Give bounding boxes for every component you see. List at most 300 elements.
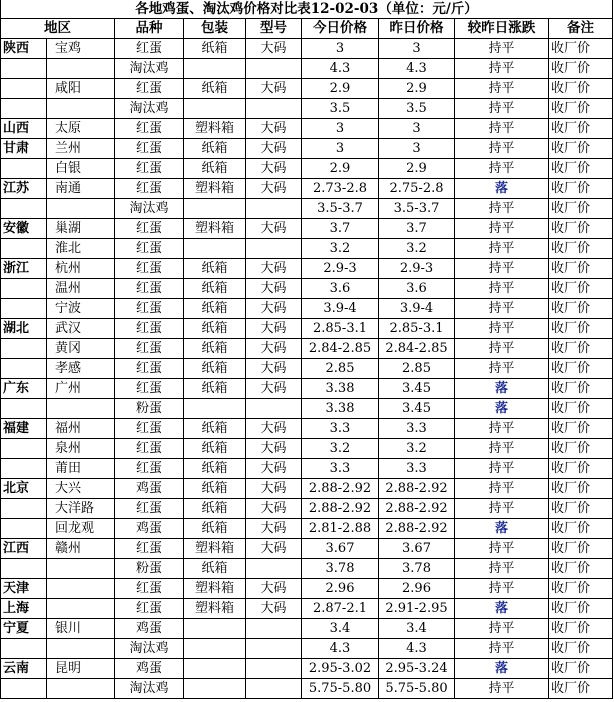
today-price-cell: 2.85 xyxy=(302,359,379,379)
province-cell: 甘肃 xyxy=(1,139,47,159)
pack-cell: 纸箱 xyxy=(184,339,246,359)
city-cell xyxy=(47,199,115,219)
size-cell: 大码 xyxy=(246,479,302,499)
note-cell: 收厂价 xyxy=(549,519,613,539)
today-price-cell: 3.67 xyxy=(302,539,379,559)
kind-cell: 鸡蛋 xyxy=(115,479,184,499)
pack-cell xyxy=(184,679,246,699)
province-cell xyxy=(1,239,47,259)
city-cell: 昆明 xyxy=(47,659,115,679)
yesterday-price-cell: 3.3 xyxy=(379,459,455,479)
table-row xyxy=(1,339,613,359)
table-row xyxy=(1,99,613,119)
city-cell: 白银 xyxy=(47,159,115,179)
change-cell: 持平 xyxy=(455,219,549,239)
note-cell: 收厂价 xyxy=(549,39,613,59)
kind-cell: 红蛋 xyxy=(115,159,184,179)
size-cell xyxy=(246,199,302,219)
size-cell xyxy=(246,619,302,639)
today-price-cell: 2.9-3 xyxy=(302,259,379,279)
pack-cell: 纸箱 xyxy=(184,359,246,379)
table-row xyxy=(1,199,613,219)
yesterday-price-cell: 3.2 xyxy=(379,439,455,459)
today-price-cell: 2.81-2.88 xyxy=(302,519,379,539)
size-cell: 大码 xyxy=(246,579,302,599)
pack-cell: 纸箱 xyxy=(184,279,246,299)
province-cell: 上海 xyxy=(1,599,47,619)
province-cell: 湖北 xyxy=(1,319,47,339)
kind-cell: 鸡蛋 xyxy=(115,519,184,539)
header-yesterday: 昨日价格 xyxy=(379,19,455,39)
yesterday-price-cell: 2.9-3 xyxy=(379,259,455,279)
note-cell: 收厂价 xyxy=(549,299,613,319)
table-row xyxy=(1,419,613,439)
change-cell: 持平 xyxy=(455,59,549,79)
change-cell: 持平 xyxy=(455,419,549,439)
today-price-cell: 2.9 xyxy=(302,159,379,179)
change-cell: 落 xyxy=(455,399,549,419)
table-body xyxy=(1,39,613,699)
note-cell: 收厂价 xyxy=(549,659,613,679)
kind-cell: 粉蛋 xyxy=(115,399,184,419)
today-price-cell: 3.3 xyxy=(302,419,379,439)
size-cell xyxy=(246,679,302,699)
note-cell: 收厂价 xyxy=(549,179,613,199)
today-price-cell: 2.84-2.85 xyxy=(302,339,379,359)
yesterday-price-cell: 4.3 xyxy=(379,639,455,659)
size-cell: 大码 xyxy=(246,439,302,459)
table-row xyxy=(1,459,613,479)
kind-cell: 红蛋 xyxy=(115,259,184,279)
province-cell xyxy=(1,159,47,179)
pack-cell xyxy=(184,59,246,79)
province-cell: 山西 xyxy=(1,119,47,139)
pack-cell xyxy=(184,399,246,419)
yesterday-price-cell: 3.9-4 xyxy=(379,299,455,319)
table-row xyxy=(1,119,613,139)
city-cell xyxy=(47,99,115,119)
size-cell: 大码 xyxy=(246,419,302,439)
pack-cell: 塑料箱 xyxy=(184,539,246,559)
kind-cell: 红蛋 xyxy=(115,459,184,479)
pack-cell: 塑料箱 xyxy=(184,219,246,239)
today-price-cell: 2.9 xyxy=(302,79,379,99)
pack-cell xyxy=(184,639,246,659)
province-cell: 浙江 xyxy=(1,259,47,279)
yesterday-price-cell: 3.6 xyxy=(379,279,455,299)
yesterday-price-cell: 2.85-3.1 xyxy=(379,319,455,339)
note-cell: 收厂价 xyxy=(549,259,613,279)
province-cell: 北京 xyxy=(1,479,47,499)
city-cell xyxy=(47,59,115,79)
change-cell: 持平 xyxy=(455,499,549,519)
note-cell: 收厂价 xyxy=(549,419,613,439)
province-cell: 天津 xyxy=(1,579,47,599)
province-cell xyxy=(1,59,47,79)
city-cell: 淮北 xyxy=(47,239,115,259)
kind-cell: 红蛋 xyxy=(115,579,184,599)
province-cell: 江苏 xyxy=(1,179,47,199)
note-cell: 收厂价 xyxy=(549,239,613,259)
note-cell: 收厂价 xyxy=(549,199,613,219)
province-cell xyxy=(1,99,47,119)
size-cell: 大码 xyxy=(246,319,302,339)
table-row xyxy=(1,39,613,59)
size-cell xyxy=(246,99,302,119)
size-cell xyxy=(246,239,302,259)
city-cell: 武汉 xyxy=(47,319,115,339)
change-cell: 持平 xyxy=(455,359,549,379)
change-cell: 持平 xyxy=(455,139,549,159)
yesterday-price-cell: 2.75-2.8 xyxy=(379,179,455,199)
kind-cell: 红蛋 xyxy=(115,39,184,59)
note-cell: 收厂价 xyxy=(549,599,613,619)
size-cell xyxy=(246,59,302,79)
yesterday-price-cell: 2.84-2.85 xyxy=(379,339,455,359)
city-cell: 大兴 xyxy=(47,479,115,499)
city-cell: 巢湖 xyxy=(47,219,115,239)
change-cell: 持平 xyxy=(455,39,549,59)
yesterday-price-cell: 3.2 xyxy=(379,239,455,259)
city-cell: 福州 xyxy=(47,419,115,439)
change-cell: 持平 xyxy=(455,199,549,219)
note-cell: 收厂价 xyxy=(549,319,613,339)
note-cell: 收厂价 xyxy=(549,619,613,639)
kind-cell: 红蛋 xyxy=(115,299,184,319)
size-cell: 大码 xyxy=(246,499,302,519)
change-cell: 持平 xyxy=(455,259,549,279)
today-price-cell: 3.5 xyxy=(302,99,379,119)
pack-cell xyxy=(184,99,246,119)
city-cell xyxy=(47,599,115,619)
city-cell xyxy=(47,559,115,579)
note-cell: 收厂价 xyxy=(549,279,613,299)
province-cell: 云南 xyxy=(1,659,47,679)
pack-cell: 纸箱 xyxy=(184,39,246,59)
note-cell: 收厂价 xyxy=(549,499,613,519)
note-cell: 收厂价 xyxy=(549,219,613,239)
province-cell xyxy=(1,679,47,699)
table-row xyxy=(1,399,613,419)
province-cell xyxy=(1,279,47,299)
header-change: 较昨日涨跌 xyxy=(455,19,549,39)
yesterday-price-cell: 3.5-3.7 xyxy=(379,199,455,219)
kind-cell: 红蛋 xyxy=(115,499,184,519)
city-cell: 黄冈 xyxy=(47,339,115,359)
today-price-cell: 3 xyxy=(302,39,379,59)
size-cell xyxy=(246,659,302,679)
header-today: 今日价格 xyxy=(302,19,379,39)
kind-cell: 红蛋 xyxy=(115,439,184,459)
city-cell: 孝感 xyxy=(47,359,115,379)
pack-cell xyxy=(184,199,246,219)
yesterday-price-cell: 2.88-2.92 xyxy=(379,499,455,519)
table-row xyxy=(1,179,613,199)
yesterday-price-cell: 3.3 xyxy=(379,419,455,439)
kind-cell: 红蛋 xyxy=(115,359,184,379)
change-cell: 持平 xyxy=(455,99,549,119)
province-cell: 安徽 xyxy=(1,219,47,239)
pack-cell: 塑料箱 xyxy=(184,579,246,599)
kind-cell: 红蛋 xyxy=(115,239,184,259)
table-row xyxy=(1,539,613,559)
table-row xyxy=(1,579,613,599)
yesterday-price-cell: 3.67 xyxy=(379,539,455,559)
yesterday-price-cell: 2.95-3.24 xyxy=(379,659,455,679)
change-cell: 落 xyxy=(455,659,549,679)
note-cell: 收厂价 xyxy=(549,479,613,499)
size-cell: 大码 xyxy=(246,79,302,99)
kind-cell: 红蛋 xyxy=(115,319,184,339)
header-pack: 包装 xyxy=(184,19,246,39)
city-cell xyxy=(47,639,115,659)
city-cell: 南通 xyxy=(47,179,115,199)
city-cell: 宁波 xyxy=(47,299,115,319)
title-row xyxy=(1,0,613,19)
change-cell: 落 xyxy=(455,179,549,199)
pack-cell: 纸箱 xyxy=(184,419,246,439)
province-cell xyxy=(1,439,47,459)
yesterday-price-cell: 2.9 xyxy=(379,159,455,179)
change-cell: 持平 xyxy=(455,539,549,559)
today-price-cell: 3.4 xyxy=(302,619,379,639)
kind-cell: 红蛋 xyxy=(115,279,184,299)
change-cell: 持平 xyxy=(455,619,549,639)
today-price-cell: 2.95-3.02 xyxy=(302,659,379,679)
today-price-cell: 3.7 xyxy=(302,219,379,239)
table-row xyxy=(1,139,613,159)
yesterday-price-cell: 2.88-2.92 xyxy=(379,479,455,499)
table-row xyxy=(1,299,613,319)
change-cell: 落 xyxy=(455,379,549,399)
city-cell xyxy=(47,399,115,419)
kind-cell: 淘汰鸡 xyxy=(115,99,184,119)
city-cell: 赣州 xyxy=(47,539,115,559)
size-cell: 大码 xyxy=(246,299,302,319)
size-cell: 大码 xyxy=(246,259,302,279)
note-cell: 收厂价 xyxy=(549,159,613,179)
size-cell: 大码 xyxy=(246,519,302,539)
yesterday-price-cell: 3 xyxy=(379,39,455,59)
pack-cell: 塑料箱 xyxy=(184,119,246,139)
table-row xyxy=(1,159,613,179)
kind-cell: 红蛋 xyxy=(115,219,184,239)
kind-cell: 淘汰鸡 xyxy=(115,639,184,659)
today-price-cell: 2.96 xyxy=(302,579,379,599)
pack-cell: 塑料箱 xyxy=(184,599,246,619)
today-price-cell: 3.6 xyxy=(302,279,379,299)
table-row xyxy=(1,279,613,299)
kind-cell: 红蛋 xyxy=(115,339,184,359)
province-cell xyxy=(1,339,47,359)
city-cell: 泉州 xyxy=(47,439,115,459)
today-price-cell: 2.87-2.1 xyxy=(302,599,379,619)
table-row xyxy=(1,559,613,579)
note-cell: 收厂价 xyxy=(549,539,613,559)
change-cell: 持平 xyxy=(455,319,549,339)
pack-cell: 纸箱 xyxy=(184,519,246,539)
table-row xyxy=(1,379,613,399)
yesterday-price-cell: 2.91-2.95 xyxy=(379,599,455,619)
today-price-cell: 3.38 xyxy=(302,399,379,419)
change-cell: 持平 xyxy=(455,239,549,259)
today-price-cell: 3.3 xyxy=(302,459,379,479)
province-cell: 福建 xyxy=(1,419,47,439)
table-row xyxy=(1,359,613,379)
yesterday-price-cell: 3.45 xyxy=(379,379,455,399)
kind-cell: 红蛋 xyxy=(115,79,184,99)
yesterday-price-cell: 2.88-2.92 xyxy=(379,519,455,539)
yesterday-price-cell: 3.5 xyxy=(379,99,455,119)
kind-cell: 红蛋 xyxy=(115,179,184,199)
size-cell: 大码 xyxy=(246,459,302,479)
size-cell: 大码 xyxy=(246,339,302,359)
kind-cell: 粉蛋 xyxy=(115,559,184,579)
note-cell: 收厂价 xyxy=(549,459,613,479)
kind-cell: 淘汰鸡 xyxy=(115,679,184,699)
province-cell xyxy=(1,359,47,379)
today-price-cell: 3 xyxy=(302,119,379,139)
pack-cell: 纸箱 xyxy=(184,259,246,279)
today-price-cell: 3.2 xyxy=(302,239,379,259)
size-cell: 大码 xyxy=(246,219,302,239)
today-price-cell: 4.3 xyxy=(302,59,379,79)
province-cell xyxy=(1,199,47,219)
today-price-cell: 3.5-3.7 xyxy=(302,199,379,219)
city-cell: 银川 xyxy=(47,619,115,639)
table-row xyxy=(1,679,613,699)
change-cell: 持平 xyxy=(455,639,549,659)
province-cell: 广东 xyxy=(1,379,47,399)
city-cell xyxy=(47,679,115,699)
city-cell: 大洋路 xyxy=(47,499,115,519)
today-price-cell: 5.75-5.80 xyxy=(302,679,379,699)
today-price-cell: 3.2 xyxy=(302,439,379,459)
change-cell: 持平 xyxy=(455,159,549,179)
size-cell: 大码 xyxy=(246,359,302,379)
table-row xyxy=(1,219,613,239)
change-cell: 落 xyxy=(455,519,549,539)
table-row xyxy=(1,659,613,679)
note-cell: 收厂价 xyxy=(549,139,613,159)
change-cell: 持平 xyxy=(455,579,549,599)
city-cell: 温州 xyxy=(47,279,115,299)
province-cell xyxy=(1,79,47,99)
change-cell: 持平 xyxy=(455,299,549,319)
province-cell xyxy=(1,459,47,479)
yesterday-price-cell: 5.75-5.80 xyxy=(379,679,455,699)
note-cell: 收厂价 xyxy=(549,79,613,99)
table-row xyxy=(1,639,613,659)
kind-cell: 红蛋 xyxy=(115,419,184,439)
pack-cell: 纸箱 xyxy=(184,499,246,519)
province-cell: 江西 xyxy=(1,539,47,559)
kind-cell: 淘汰鸡 xyxy=(115,199,184,219)
pack-cell: 纸箱 xyxy=(184,299,246,319)
size-cell xyxy=(246,559,302,579)
pack-cell: 纸箱 xyxy=(184,79,246,99)
province-cell xyxy=(1,639,47,659)
today-price-cell: 2.73-2.8 xyxy=(302,179,379,199)
header-region: 地区 xyxy=(1,19,115,39)
kind-cell: 淘汰鸡 xyxy=(115,59,184,79)
city-cell: 宝鸡 xyxy=(47,39,115,59)
yesterday-price-cell: 2.96 xyxy=(379,579,455,599)
pack-cell: 纸箱 xyxy=(184,439,246,459)
today-price-cell: 3.38 xyxy=(302,379,379,399)
table-row xyxy=(1,519,613,539)
table-title: 各地鸡蛋、淘汰鸡价格对比表12-02-03（单位：元/斤） xyxy=(1,0,613,19)
note-cell: 收厂价 xyxy=(549,559,613,579)
size-cell xyxy=(246,639,302,659)
table-row xyxy=(1,499,613,519)
size-cell: 大码 xyxy=(246,39,302,59)
table-row xyxy=(1,59,613,79)
pack-cell: 纸箱 xyxy=(184,159,246,179)
header-size: 型号 xyxy=(246,19,302,39)
size-cell: 大码 xyxy=(246,179,302,199)
note-cell: 收厂价 xyxy=(549,579,613,599)
note-cell: 收厂价 xyxy=(549,99,613,119)
size-cell: 大码 xyxy=(246,139,302,159)
kind-cell: 鸡蛋 xyxy=(115,659,184,679)
size-cell: 大码 xyxy=(246,279,302,299)
table-row xyxy=(1,619,613,639)
size-cell: 大码 xyxy=(246,599,302,619)
size-cell: 大码 xyxy=(246,539,302,559)
note-cell: 收厂价 xyxy=(549,679,613,699)
note-cell: 收厂价 xyxy=(549,639,613,659)
yesterday-price-cell: 3.78 xyxy=(379,559,455,579)
size-cell: 大码 xyxy=(246,119,302,139)
pack-cell: 纸箱 xyxy=(184,139,246,159)
note-cell: 收厂价 xyxy=(549,119,613,139)
pack-cell xyxy=(184,239,246,259)
today-price-cell: 4.3 xyxy=(302,639,379,659)
today-price-cell: 2.88-2.92 xyxy=(302,499,379,519)
note-cell: 收厂价 xyxy=(549,399,613,419)
change-cell: 持平 xyxy=(455,339,549,359)
size-cell: 大码 xyxy=(246,379,302,399)
pack-cell: 纸箱 xyxy=(184,559,246,579)
yesterday-price-cell: 3 xyxy=(379,119,455,139)
province-cell: 陕西 xyxy=(1,39,47,59)
city-cell: 杭州 xyxy=(47,259,115,279)
city-cell: 广州 xyxy=(47,379,115,399)
header-note: 备注 xyxy=(549,19,613,39)
yesterday-price-cell: 3.4 xyxy=(379,619,455,639)
kind-cell: 红蛋 xyxy=(115,119,184,139)
province-cell xyxy=(1,519,47,539)
table-row xyxy=(1,259,613,279)
kind-cell: 红蛋 xyxy=(115,139,184,159)
change-cell: 持平 xyxy=(455,459,549,479)
table-row xyxy=(1,599,613,619)
pack-cell: 纸箱 xyxy=(184,319,246,339)
kind-cell: 红蛋 xyxy=(115,379,184,399)
province-cell: 宁夏 xyxy=(1,619,47,639)
size-cell: 大码 xyxy=(246,159,302,179)
pack-cell xyxy=(184,619,246,639)
city-cell: 回龙观 xyxy=(47,519,115,539)
kind-cell: 红蛋 xyxy=(115,539,184,559)
city-cell: 兰州 xyxy=(47,139,115,159)
change-cell: 持平 xyxy=(455,479,549,499)
change-cell: 持平 xyxy=(455,679,549,699)
yesterday-price-cell: 3.7 xyxy=(379,219,455,239)
table-row xyxy=(1,479,613,499)
table-row xyxy=(1,79,613,99)
